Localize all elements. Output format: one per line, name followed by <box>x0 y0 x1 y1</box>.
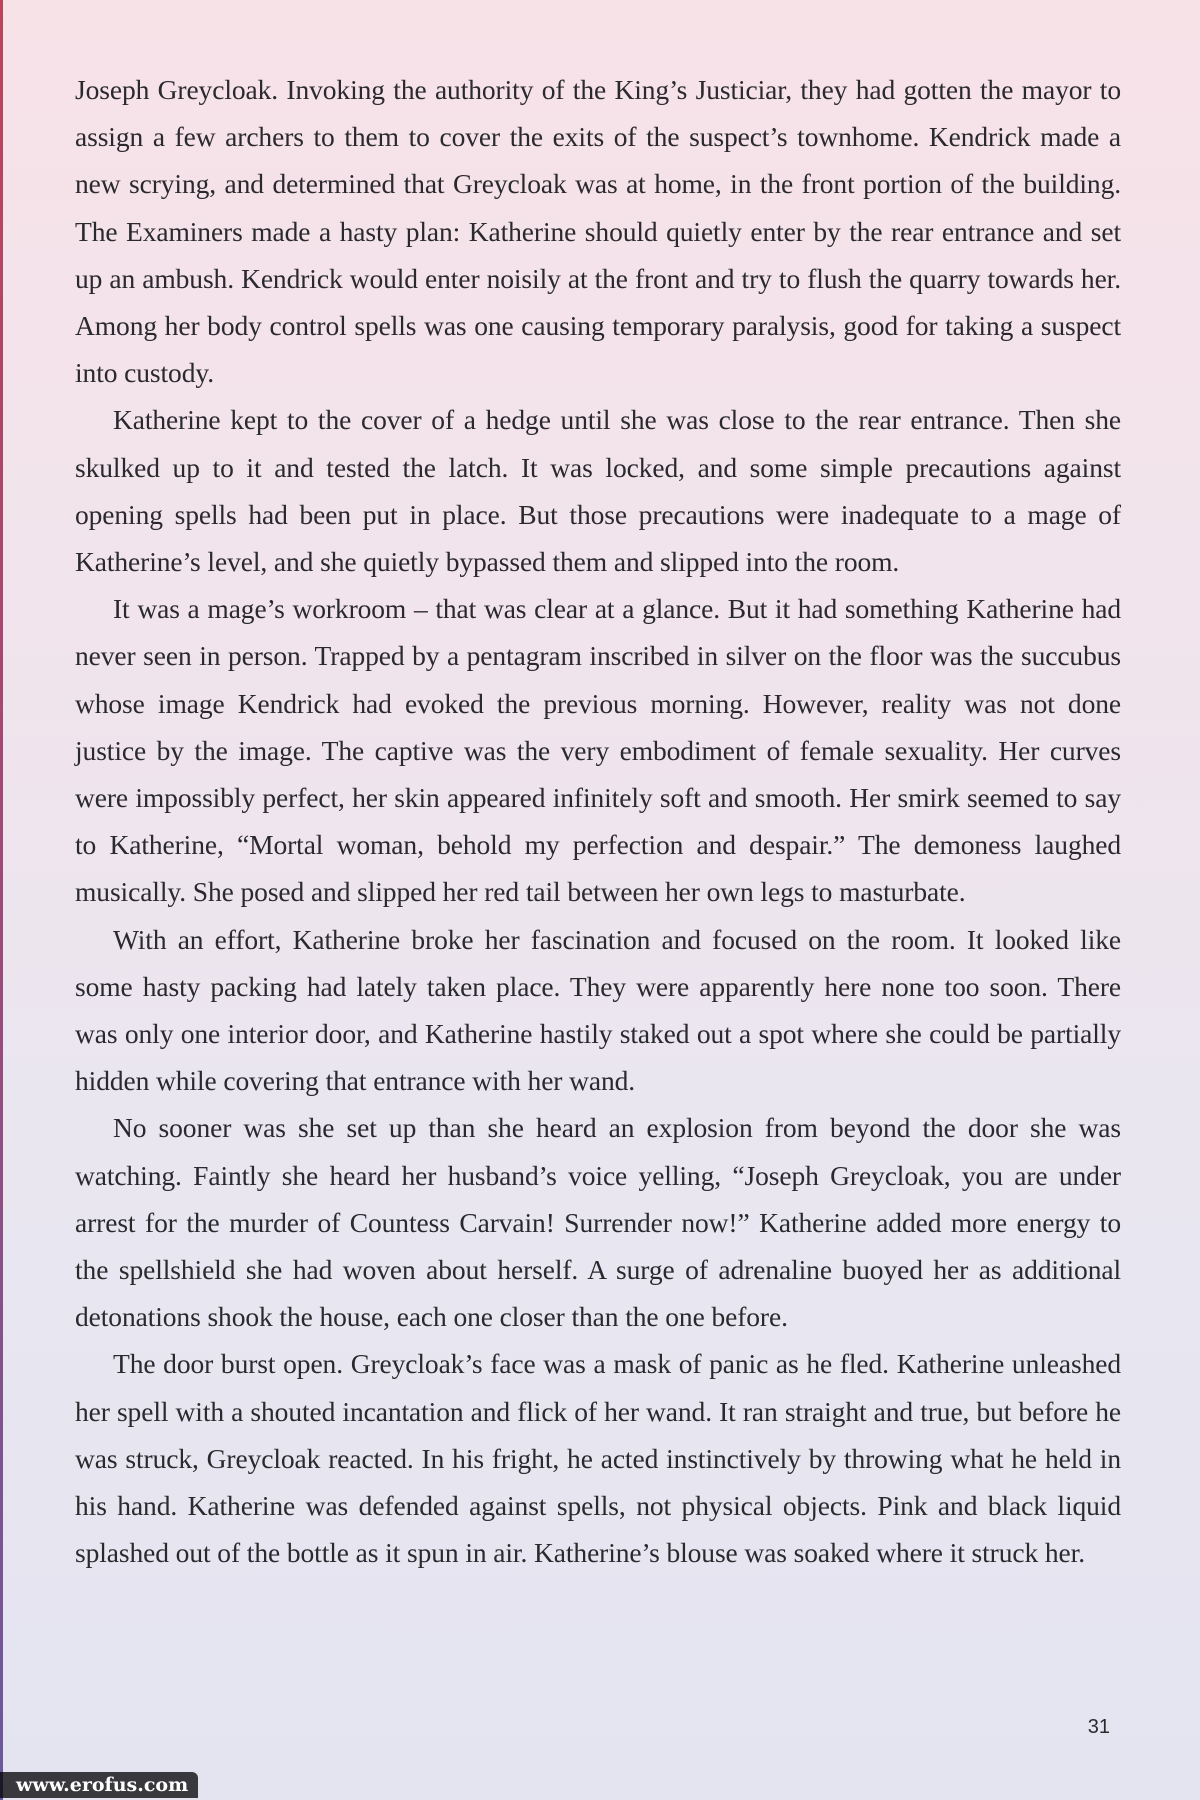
paragraph-2: Katherine kept to the cover of a hedge until she was close to the rear entrance. Then she skulked up to it and tested the latch. It was locked, and some simple precautions against opening spells had been put in place. But those precautions were inadequate to a mage of Katherine’s level, and she quietly bypassed them and slipped into the room. <box>75 404 1121 578</box>
site-watermark: www.erofus.com <box>0 1772 198 1798</box>
book-page-body <box>75 66 1121 1577</box>
paragraph-6: The door burst open. Greycloak’s face was a mask of panic as he fled. Katherine unleashed her spell with a shouted incantation and flick of her wand. It ran straight and true, but before he was struck, Greycloak reacted. In his fright, he acted instinctively by throwing what he held in his hand. Katherine was defended against spells, not physical objects. Pink and black liquid splashed out of the bottle as it spun in air. Katherine’s blouse was soaked where it struck her. <box>75 1348 1121 1569</box>
paragraph-5: No sooner was she set up than she heard an explosion from beyond the door she was watching. Faintly she heard her husband’s voice yelling, “Joseph Greycloak, you are under arrest for the murder of Countess Carvain! Surrender now!” Katherine added more energy to the spellshield she had woven about herself. A surge of adrenaline buoyed her as additional detonations shook the house, each one closer than the one before. <box>75 1112 1121 1333</box>
paragraph-1: Joseph Greycloak. Invoking the authority of the King’s Justiciar, they had gotten the mayor to assign a few archers to them to cover the exits of the suspect’s townhome. Kendrick made a new scrying, and determined that Greycloak was at home, in the front portion of the building. The Examiners made a hasty plan: Katherine should quietly enter by the rear entrance and set up an ambush. Kendrick would enter noisily at the front and try to flush the quarry towards her. Among her body control spells was one causing temporary paralysis, good for taking a suspect into custody. <box>75 74 1121 389</box>
paragraph-4: With an effort, Katherine broke her fascination and focused on the room. It looked like some hasty packing had lately taken place. They were apparently here none too soon. There was only one interior door, and Katherine hastily staked out a spot where she could be partially hidden while covering that entrance with her wand. <box>75 923 1121 1097</box>
paragraph-3: It was a mage’s workroom – that was clear at a glance. But it had something Katherine had never seen in person. Trapped by a pentagram inscribed in silver on the floor was the succubus whose image Kendrick had evoked the previous morning. However, reality was not done justice by the image. The captive was the very embodiment of female sexuality. Her curves were impossibly perfect, her skin appeared infinitely soft and smooth. Her smirk seemed to say to Katherine, “Mortal woman, behold my perfection and despair.” The demoness laughed musically. She posed and slipped her red tail between her own legs to masturbate. <box>75 593 1121 908</box>
page-number: 31 <box>1087 1716 1110 1738</box>
left-edge-stripe <box>0 0 3 1800</box>
